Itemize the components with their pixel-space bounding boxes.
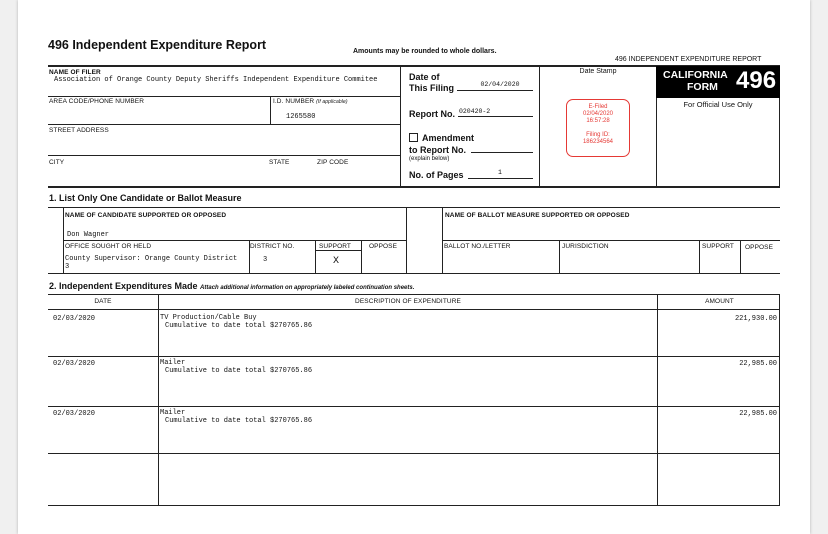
form-badge — [656, 66, 780, 98]
section2-note: Attach additional information on appropriately labeled continuation sheets. — [200, 285, 415, 291]
office-label: OFFICE SOUGHT OR HELD — [65, 243, 152, 250]
col-amount-header: AMOUNT — [705, 298, 734, 305]
section2-heading-text: 2. Independent Expenditures Made — [49, 281, 198, 291]
rule — [699, 240, 700, 273]
rule — [158, 294, 159, 506]
header-bottom-rule — [48, 186, 780, 188]
rule — [48, 155, 400, 156]
id-label-text: I.D. NUMBER — [273, 98, 315, 105]
filing-id-label: Filing ID: — [586, 131, 610, 138]
form-title: 496 Independent Expenditure Report — [48, 38, 267, 52]
badge-line2: FORM — [687, 81, 718, 93]
filer-name-label: NAME OF FILER — [49, 69, 101, 76]
date-label-line1: Date of — [409, 72, 440, 82]
rounding-note: Amounts may be rounded to whole dollars. — [353, 48, 497, 55]
row3-amount: 22,985.00 — [739, 410, 777, 418]
row1-desc-line2: Cumulative to date total $270765.86 — [165, 322, 313, 330]
rule — [406, 207, 407, 273]
rule — [48, 453, 780, 454]
badge-line1: CALIFORNIA — [663, 69, 728, 81]
ballot-no-label: BALLOT NO./LETTER — [444, 243, 511, 250]
report-no-label: Report No. — [409, 109, 455, 119]
row2-desc — [160, 359, 312, 375]
rule — [48, 273, 780, 274]
filer-name-value: Association of Orange County Deputy Sheriffs Independent Expenditure Commitee — [54, 76, 378, 84]
zip-label: ZIP CODE — [317, 159, 349, 166]
district-value: 3 — [263, 256, 268, 264]
support-label: SUPPORT — [319, 243, 352, 250]
rule — [48, 406, 780, 407]
form-number: 496 — [736, 67, 777, 94]
support-mark: X — [333, 256, 340, 267]
pages-label: No. of Pages — [409, 170, 464, 180]
rule — [48, 505, 780, 506]
form-reference: 496 INDEPENDENT EXPENDITURE REPORT — [615, 56, 762, 63]
form-sheet — [18, 0, 810, 534]
date-label-line2: This Filing — [409, 83, 454, 93]
official-use-label: For Official Use Only — [683, 100, 753, 109]
phone-label: AREA CODE/PHONE NUMBER — [49, 98, 145, 105]
measure-support-label: SUPPORT — [702, 243, 735, 250]
row3-desc — [160, 409, 312, 425]
measure-oppose-label: OPPOSE — [745, 244, 774, 251]
city-label: CITY — [49, 159, 65, 166]
pages-value: 1 — [498, 169, 502, 176]
amendment-checkbox[interactable] — [409, 133, 418, 142]
rule — [559, 240, 560, 273]
district-label: DISTRICT NO. — [250, 243, 295, 250]
row2-date: 02/03/2020 — [53, 360, 96, 368]
date-filing-label — [409, 72, 454, 94]
row3-desc-line2: Cumulative to date total $270765.86 — [165, 417, 313, 425]
section2-heading — [49, 281, 414, 291]
date-stamp-label: Date Stamp — [579, 68, 617, 75]
candidate-value: Don Wagner — [67, 231, 110, 239]
amendment-label: Amendment — [422, 133, 475, 143]
rule — [400, 66, 401, 187]
rule — [270, 96, 271, 124]
rule — [740, 240, 741, 273]
rule — [779, 294, 780, 506]
rule — [316, 250, 361, 251]
state-label: STATE — [269, 159, 290, 166]
row3-desc-line1: Mailer — [160, 409, 186, 417]
efiled-time: 16:57:28 — [586, 118, 610, 125]
rule — [48, 96, 400, 97]
amendment-to-label: to Report No. — [409, 145, 466, 155]
row2-desc-line2: Cumulative to date total $270765.86 — [165, 367, 313, 375]
rule — [315, 240, 316, 273]
rule — [471, 152, 533, 153]
amendment-note: (explain below) — [409, 156, 450, 162]
section1-heading: 1. List Only One Candidate or Ballot Measure — [49, 193, 242, 203]
id-label — [273, 98, 348, 105]
col-date-header: DATE — [94, 298, 112, 305]
rule — [457, 90, 533, 91]
rule — [48, 356, 780, 357]
efiled-date: 02/04/2020 — [582, 111, 614, 118]
row2-amount: 22,985.00 — [739, 360, 777, 368]
rule — [63, 240, 406, 241]
date-filing-value: 02/04/2020 — [480, 81, 520, 88]
candidate-label: NAME OF CANDIDATE SUPPORTED OR OPPOSED — [65, 212, 227, 219]
rule — [458, 116, 533, 117]
row1-desc — [160, 314, 312, 330]
row1-desc-line1: TV Production/Cable Buy — [160, 314, 257, 322]
rule — [442, 240, 780, 241]
row1-amount: 221,930.00 — [734, 315, 777, 323]
row1-date: 02/03/2020 — [53, 315, 96, 323]
jurisdiction-label: JURISDICTION — [562, 243, 609, 250]
rule — [361, 240, 362, 273]
col-desc-header: DESCRIPTION OF EXPENDITURE — [355, 298, 461, 305]
report-no-value: 020420-2 — [459, 108, 491, 115]
measure-label: NAME OF BALLOT MEASURE SUPPORTED OR OPPOSED — [445, 212, 630, 219]
row2-desc-line1: Mailer — [160, 359, 186, 367]
id-value: 1265580 — [286, 113, 316, 121]
rule — [657, 294, 658, 506]
rule — [48, 124, 400, 125]
street-label: STREET ADDRESS — [49, 127, 109, 134]
filing-id-value: 186234564 — [582, 138, 614, 145]
office-value: County Supervisor: Orange County District 3 — [65, 255, 238, 271]
rule — [539, 66, 540, 187]
row3-date: 02/03/2020 — [53, 410, 96, 418]
oppose-label: OPPOSE — [369, 243, 398, 250]
efile-stamp — [566, 99, 630, 157]
efiled-text: E-Filed — [588, 104, 608, 110]
rule — [48, 207, 780, 208]
rule — [468, 178, 533, 179]
id-note: (If applicable) — [316, 99, 348, 105]
